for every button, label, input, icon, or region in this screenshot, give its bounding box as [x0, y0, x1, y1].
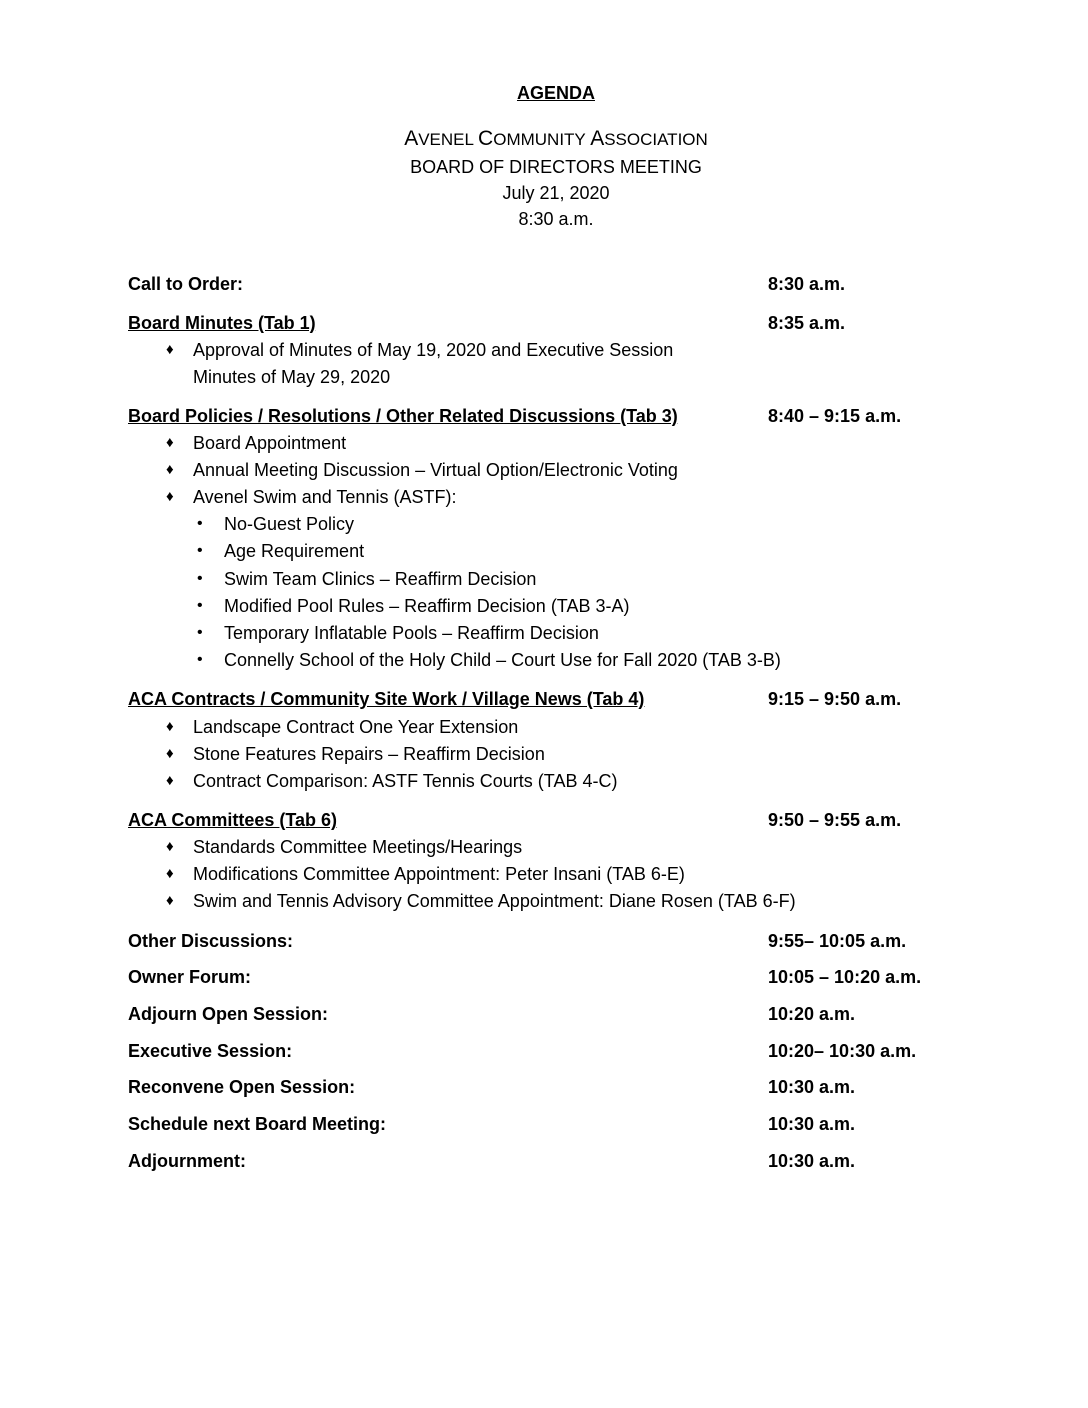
agenda-item: Contract Comparison: ASTF Tennis Courts (TAB 4-C)	[193, 771, 618, 791]
section-time: 9:15 – 9:50 a.m.	[768, 689, 902, 709]
org-rest-3: SSOCIATION	[604, 130, 708, 149]
section-title: Other Discussions:	[128, 931, 294, 951]
diamond-bullet-icon: ♦	[166, 718, 174, 735]
section-time: 10:30 a.m.	[768, 1114, 856, 1134]
diamond-bullet-icon: ♦	[166, 865, 174, 882]
org-rest-1: VENEL	[418, 130, 479, 149]
agenda-item: Modifications Committee Appointment: Peter Insani (TAB 6-E)	[193, 864, 685, 884]
section-time: 8:40 – 9:15 a.m.	[768, 406, 902, 426]
diamond-bullet-icon: ♦	[166, 838, 174, 855]
diamond-bullet-icon: ♦	[166, 745, 174, 762]
agenda-item: Standards Committee Meetings/Hearings	[193, 837, 523, 857]
agenda-item: Approval of Minutes of May 19, 2020 and Executive Session	[193, 340, 674, 360]
meeting-time: 8:30 a.m.	[518, 209, 594, 229]
section-title: Executive Session:	[128, 1041, 293, 1061]
section-time: 10:05 – 10:20 a.m.	[768, 967, 922, 987]
section-title: Call to Order:	[128, 274, 244, 294]
org-cap-3: A	[590, 127, 605, 150]
org-cap-1: A	[404, 127, 419, 150]
agenda-item: Swim and Tennis Advisory Committee Appointment: Diane Rosen (TAB 6-F)	[193, 891, 796, 911]
section-title: Reconvene Open Session:	[128, 1077, 356, 1097]
section-time: 10:30 a.m.	[768, 1151, 856, 1171]
section-title: ACA Committees (Tab 6)	[128, 810, 338, 830]
section-title: Adjournment:	[128, 1151, 246, 1171]
dot-bullet-icon: •	[197, 651, 203, 668]
org-rest-2: OMMUNITY	[493, 130, 591, 149]
section-time: 8:35 a.m.	[768, 313, 846, 333]
agenda-item: Board Appointment	[193, 433, 347, 453]
agenda-item: Annual Meeting Discussion – Virtual Option/Electronic Voting	[193, 460, 678, 480]
section-title: ACA Contracts / Community Site Work / Village News (Tab 4)	[128, 689, 645, 709]
dot-bullet-icon: •	[197, 597, 203, 614]
agenda-subitem: Swim Team Clinics – Reaffirm Decision	[224, 569, 537, 589]
organization-name	[0, 127, 1088, 151]
agenda-subitem: Temporary Inflatable Pools – Reaffirm Decision	[224, 623, 599, 643]
agenda-item: Landscape Contract One Year Extension	[193, 717, 519, 737]
diamond-bullet-icon: ♦	[166, 772, 174, 789]
meeting-title: BOARD OF DIRECTORS MEETING	[410, 157, 702, 177]
diamond-bullet-icon: ♦	[166, 488, 174, 505]
dot-bullet-icon: •	[197, 542, 203, 559]
dot-bullet-icon: •	[197, 570, 203, 587]
section-title: Schedule next Board Meeting:	[128, 1114, 387, 1134]
agenda-item-continuation: Minutes of May 29, 2020	[193, 367, 391, 387]
org-cap-2: C	[478, 127, 494, 150]
diamond-bullet-icon: ♦	[166, 461, 174, 478]
meeting-date: July 21, 2020	[502, 183, 610, 203]
section-title: Owner Forum:	[128, 967, 252, 987]
agenda-subitem: No-Guest Policy	[224, 514, 355, 534]
section-title: Board Minutes (Tab 1)	[128, 313, 316, 333]
section-time: 8:30 a.m.	[768, 274, 846, 294]
agenda-heading: AGENDA	[516, 83, 595, 103]
diamond-bullet-icon: ♦	[166, 434, 174, 451]
section-title: Adjourn Open Session:	[128, 1004, 329, 1024]
section-time: 10:20– 10:30 a.m.	[768, 1041, 917, 1061]
agenda-subitem: Age Requirement	[224, 541, 365, 561]
section-time: 9:50 – 9:55 a.m.	[768, 810, 902, 830]
diamond-bullet-icon: ♦	[166, 341, 174, 358]
agenda-item: Stone Features Repairs – Reaffirm Decision	[193, 744, 545, 764]
diamond-bullet-icon: ♦	[166, 892, 174, 909]
dot-bullet-icon: •	[197, 624, 203, 641]
section-time: 10:30 a.m.	[768, 1077, 856, 1097]
section-title: Board Policies / Resolutions / Other Related Discussions (Tab 3)	[128, 406, 678, 426]
agenda-item: Avenel Swim and Tennis (ASTF):	[193, 487, 457, 507]
section-time: 9:55– 10:05 a.m.	[768, 931, 907, 951]
agenda-subitem: Connelly School of the Holy Child – Court Use for Fall 2020 (TAB 3-B)	[224, 650, 781, 670]
dot-bullet-icon: •	[197, 515, 203, 532]
agenda-subitem: Modified Pool Rules – Reaffirm Decision (TAB 3-A)	[224, 596, 630, 616]
section-time: 10:20 a.m.	[768, 1004, 856, 1024]
